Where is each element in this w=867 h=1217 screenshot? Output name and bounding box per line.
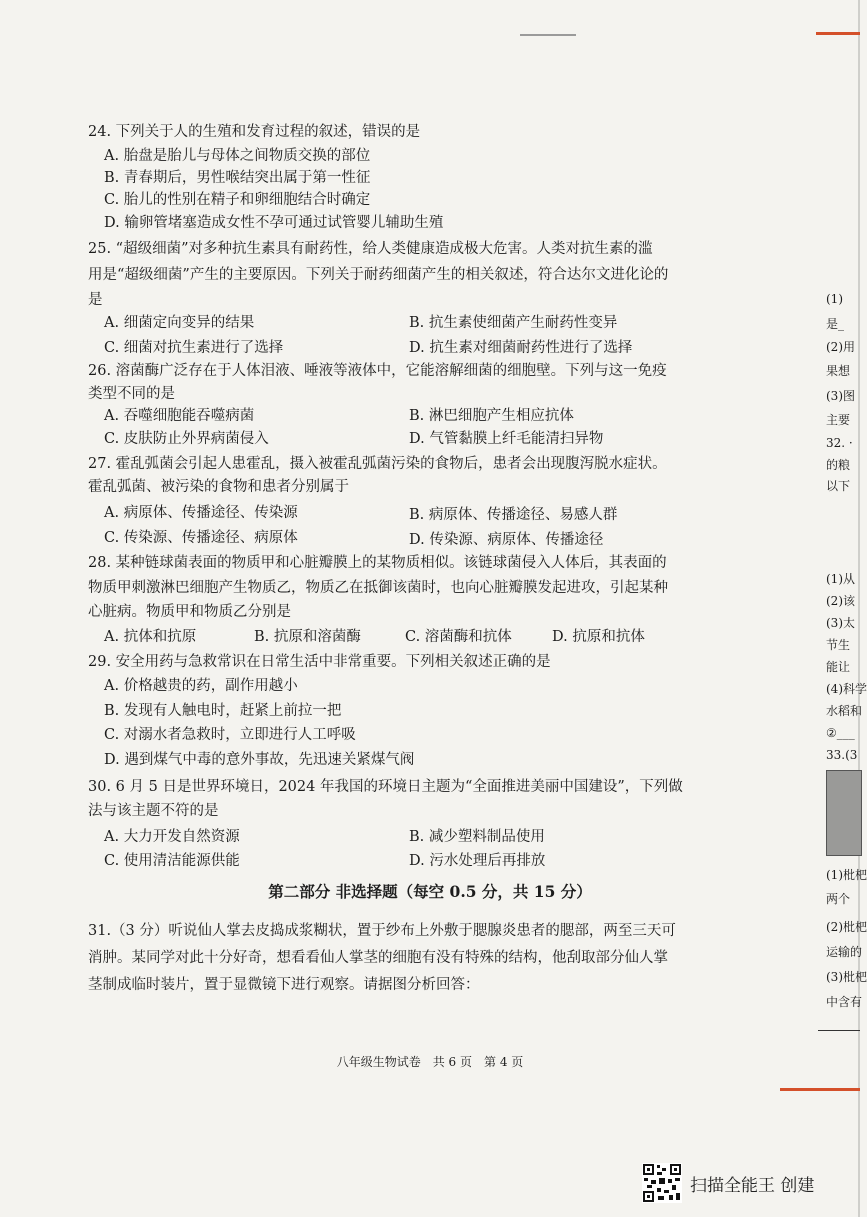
right-fragment: ②___ (826, 726, 855, 740)
right-fragment: 以下 (826, 479, 851, 493)
right-fragment: (3)枇杷 (826, 970, 867, 984)
q30-stem-1: 30. 6 月 5 日是世界环境日，2024 年我国的环境日主题为“全面推进美丽中国建设”，下列做 (88, 779, 683, 795)
q26-stem-1: 26. 溶菌酶广泛存在于人体泪液、唾液等液体中，它能溶解细菌的细胞壁。下列与这一免疫 (88, 363, 667, 379)
q26-stem-2: 类型不同的是 (88, 386, 175, 402)
q27-stem-2: 霍乱弧菌、被污染的食物和患者分别属于 (88, 479, 349, 495)
page-footer: 八年级生物试卷 共 6 页 第 4 页 (336, 1055, 524, 1069)
right-fragment: 两个 (826, 892, 851, 906)
q30-stem-2: 法与该主题不符的是 (88, 803, 219, 819)
q28-stem-2: 物质甲刺激淋巴细胞产生物质乙，物质乙在抵御该菌时，也向心脏瓣膜发起进攻，引起某种 (88, 580, 668, 596)
q25-stem-1: 25. “超级细菌”对多种抗生素具有耐药性，给人类健康造成极大危害。人类对抗生素的滥 (88, 241, 653, 257)
figure-photo-fragment (826, 770, 862, 856)
q30-option-c: C. 使用清洁能源供能 (104, 853, 240, 869)
right-fragment: 是_ (826, 317, 845, 331)
q28-option-a: A. 抗体和抗原 (104, 629, 197, 645)
right-fragment: 的粮 (826, 458, 851, 472)
right-fragment: (1)从 (826, 572, 855, 586)
scan-mark (816, 32, 860, 35)
q27-stem-1: 27. 霍乱弧菌会引起人患霍乱，摄入被霍乱弧菌污染的食物后，患者会出现腹泻脱水症状。 (88, 456, 667, 472)
q25-stem-2: 用是“超级细菌”产生的主要原因。下列关于耐药细菌产生的相关叙述，符合达尔文进化论的 (88, 267, 669, 283)
q26-option-a: A. 吞噬细胞能吞噬病菌 (104, 408, 255, 424)
q25-option-d: D. 抗生素对细菌耐药性进行了选择 (409, 340, 633, 356)
q28-stem-3: 心脏病。物质甲和物质乙分别是 (88, 604, 291, 620)
q26-option-d: D. 气管黏膜上纤毛能清扫异物 (409, 431, 604, 447)
right-fragment: 32. · (826, 436, 853, 450)
q24-stem: 24. 下列关于人的生殖和发育过程的叙述，错误的是 (88, 124, 421, 140)
q24-option-b: B. 青春期后，男性喉结突出属于第一性征 (104, 170, 371, 186)
scanner-watermark (642, 1163, 814, 1203)
q30-option-b: B. 减少塑料制品使用 (409, 829, 545, 845)
right-fragment: 中含有 (826, 995, 863, 1009)
q28-option-d: D. 抗原和抗体 (552, 629, 645, 645)
answer-line (818, 1030, 860, 1031)
right-fragment: (2)用 (826, 340, 855, 354)
right-fragment: (2)该 (826, 594, 855, 608)
q26-option-b: B. 淋巴细胞产生相应抗体 (409, 408, 574, 424)
q31-line-2: 消肿。某同学对此十分好奇，想看看仙人掌茎的细胞有没有特殊的结构，他刮取部分仙人掌 (88, 950, 668, 966)
q25-option-b: B. 抗生素使细菌产生耐药性变异 (409, 315, 618, 331)
q29-option-d: D. 遇到煤气中毒的意外事故，先迅速关紧煤气阀 (104, 752, 415, 768)
scan-mark (780, 1088, 860, 1091)
q28-option-c: C. 溶菌酶和抗体 (405, 629, 512, 645)
q31-line-1: 31.（3 分）听说仙人掌去皮捣成浆糊状，置于纱布上外敷于腮腺炎患者的腮部，两至三天可 (88, 923, 676, 939)
right-fragment: 节生 (826, 638, 851, 652)
right-fragment: (4)科学 (826, 682, 867, 696)
right-fragment: 运输的 (826, 945, 863, 959)
right-fragment: 水稻和 (826, 704, 863, 718)
q24-option-c: C. 胎儿的性别在精子和卵细胞结合时确定 (104, 192, 371, 208)
q24-option-a: A. 胎盘是胎儿与母体之间物质交换的部位 (104, 148, 371, 164)
q29-stem: 29. 安全用药与急救常识在日常生活中非常重要。下列相关叙述正确的是 (88, 654, 551, 670)
right-fragment: (1) (826, 292, 843, 306)
q29-option-a: A. 价格越贵的药，副作用越小 (104, 678, 298, 694)
q29-option-c: C. 对溺水者急救时，立即进行人工呼吸 (104, 727, 356, 743)
section-2-heading: 第二部分 非选择题（每空 0.5 分，共 15 分） (268, 882, 592, 901)
q28-stem-1: 28. 某种链球菌表面的物质甲和心脏瓣膜上的某物质相似。该链球菌侵入人体后，其表面的 (88, 555, 667, 571)
q27-option-c: C. 传染源、传播途径、病原体 (104, 530, 298, 546)
right-fragment: (3)太 (826, 616, 855, 630)
q25-stem-3: 是 (88, 292, 103, 308)
qr-code-icon (642, 1163, 682, 1203)
scan-mark (520, 34, 576, 36)
q25-option-a: A. 细菌定向变异的结果 (104, 315, 255, 331)
q26-option-c: C. 皮肤防止外界病菌侵入 (104, 431, 269, 447)
watermark-text: 扫描全能王 创建 (690, 1175, 815, 1196)
q24-option-d: D. 输卵管堵塞造成女性不孕可通过试管婴儿辅助生殖 (104, 215, 444, 231)
q31-line-3: 茎制成临时装片，置于显微镜下进行观察。请据图分析回答： (88, 977, 480, 993)
q27-option-d: D. 传染源、病原体、传播途径 (409, 532, 604, 548)
q30-option-a: A. 大力开发自然资源 (104, 829, 240, 845)
right-fragment: (2)枇杷 (826, 920, 867, 934)
right-fragment: 主要 (826, 413, 851, 427)
q28-option-b: B. 抗原和溶菌酶 (254, 629, 361, 645)
right-fragment: 33.(3 (826, 748, 858, 762)
right-fragment: 果想 (826, 364, 851, 378)
right-fragment: 能让 (826, 660, 851, 674)
q25-option-c: C. 细菌对抗生素进行了选择 (104, 340, 284, 356)
right-fragment: (1)枇杷 (826, 868, 867, 882)
q29-option-b: B. 发现有人触电时，赶紧上前拉一把 (104, 703, 342, 719)
q30-option-d: D. 污水处理后再排放 (409, 853, 546, 869)
q27-option-b: B. 病原体、传播途径、易感人群 (409, 507, 618, 523)
q27-option-a: A. 病原体、传播途径、传染源 (104, 505, 298, 521)
right-fragment: (3)图 (826, 389, 855, 403)
